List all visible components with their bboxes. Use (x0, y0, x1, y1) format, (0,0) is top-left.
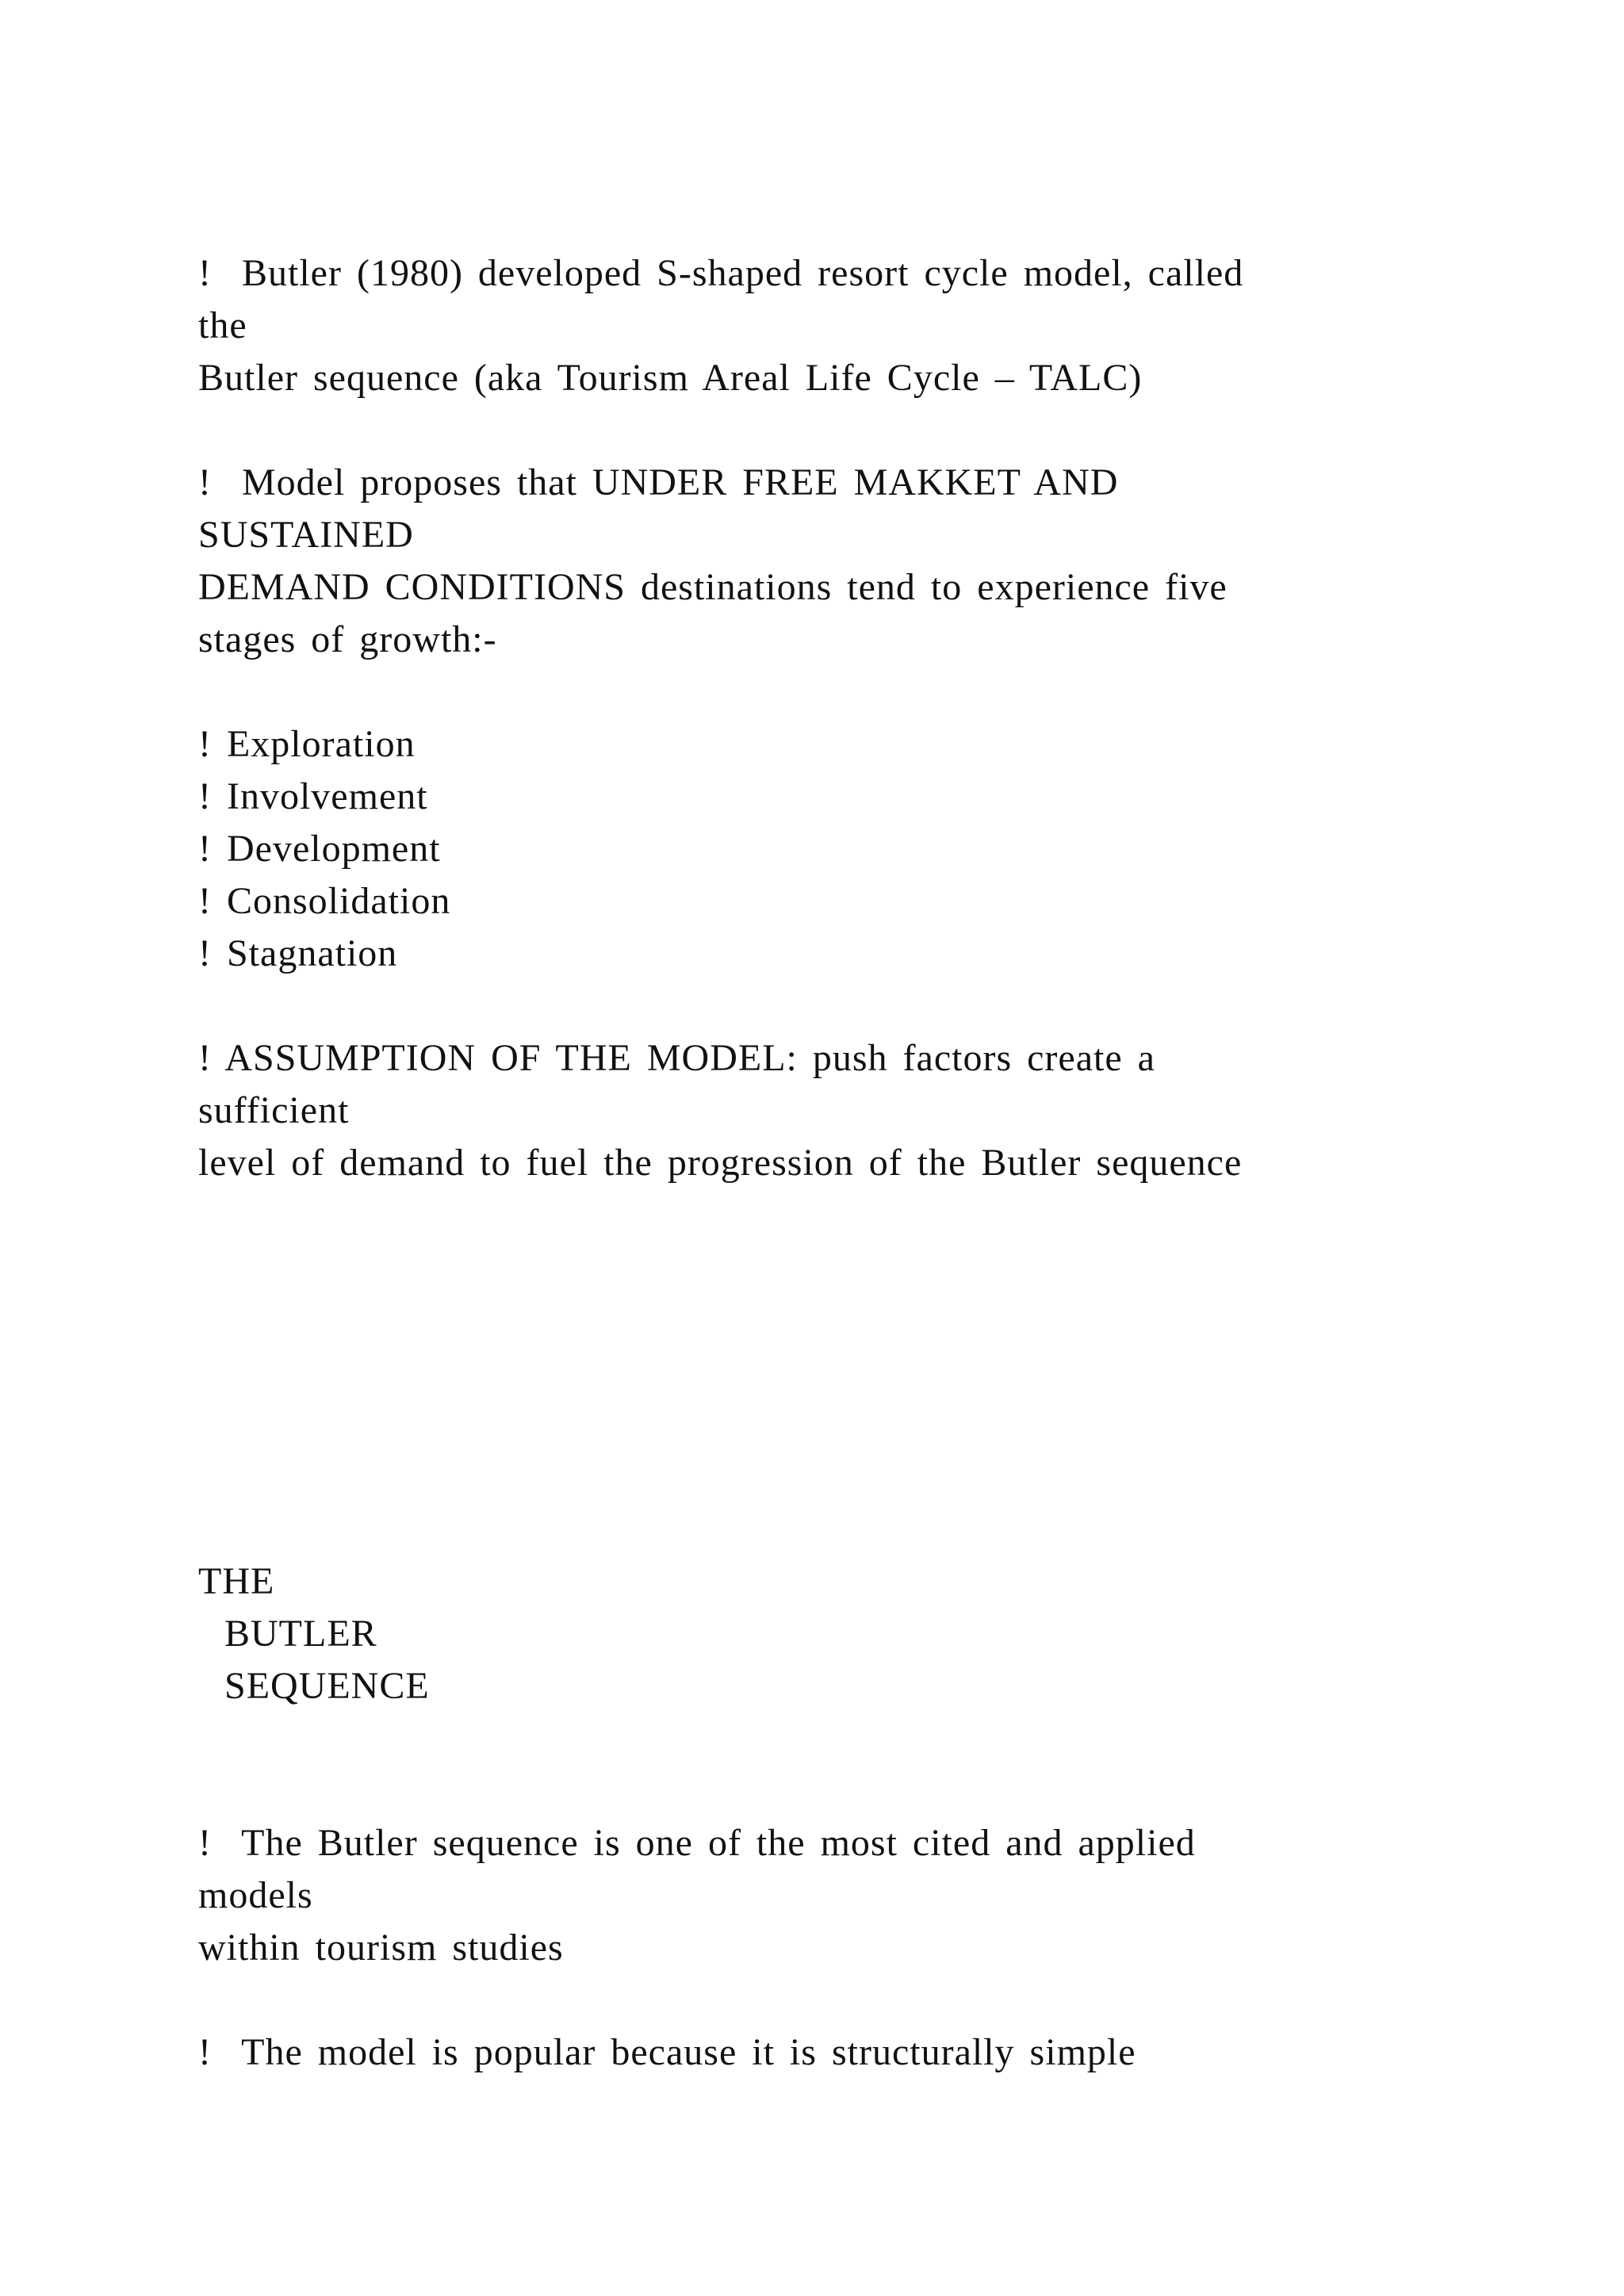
heading-line-3: SEQUENCE (224, 1665, 430, 1707)
block3-line-1: ! ASSUMPTION OF THE MODEL: push factors create a (198, 1037, 1155, 1079)
stage-item-stagnation: ! Stagnation (198, 932, 398, 974)
block4-line-1: ! The Butler sequence is one of the most cited and applied (198, 1822, 1196, 1864)
block1-line-3: Butler sequence (aka Tourism Areal Life Cycle – TALC) (198, 357, 1143, 399)
block3-line-2: sufficient (198, 1089, 350, 1131)
heading-line-1: THE (198, 1560, 275, 1602)
heading-line-2: BUTLER (224, 1613, 377, 1655)
block4-line-2: models (198, 1874, 313, 1916)
block2-line-3: DEMAND CONDITIONS destinations tend to experience five (198, 566, 1228, 608)
block2-line-1: ! Model proposes that UNDER FREE MAKKET AND (198, 461, 1119, 503)
block4-line-3: within tourism studies (198, 1927, 564, 1969)
stage-item-development: ! Development (198, 828, 441, 870)
block2-line-4: stages of growth:- (198, 618, 497, 660)
block5-line-1: ! The model is popular because it is structurally simple (198, 2031, 1136, 2073)
block1-line-2: the (198, 304, 247, 346)
block2-line-2: SUSTAINED (198, 514, 414, 556)
stage-item-involvement: ! Involvement (198, 775, 428, 817)
stage-item-consolidation: ! Consolidation (198, 880, 451, 922)
block3-line-3: level of demand to fuel the progression of the Butler sequence (198, 1142, 1243, 1184)
stage-item-exploration: ! Exploration (198, 723, 416, 765)
block1-line-1: ! Butler (1980) developed S-shaped resort cycle model, called (198, 252, 1244, 294)
